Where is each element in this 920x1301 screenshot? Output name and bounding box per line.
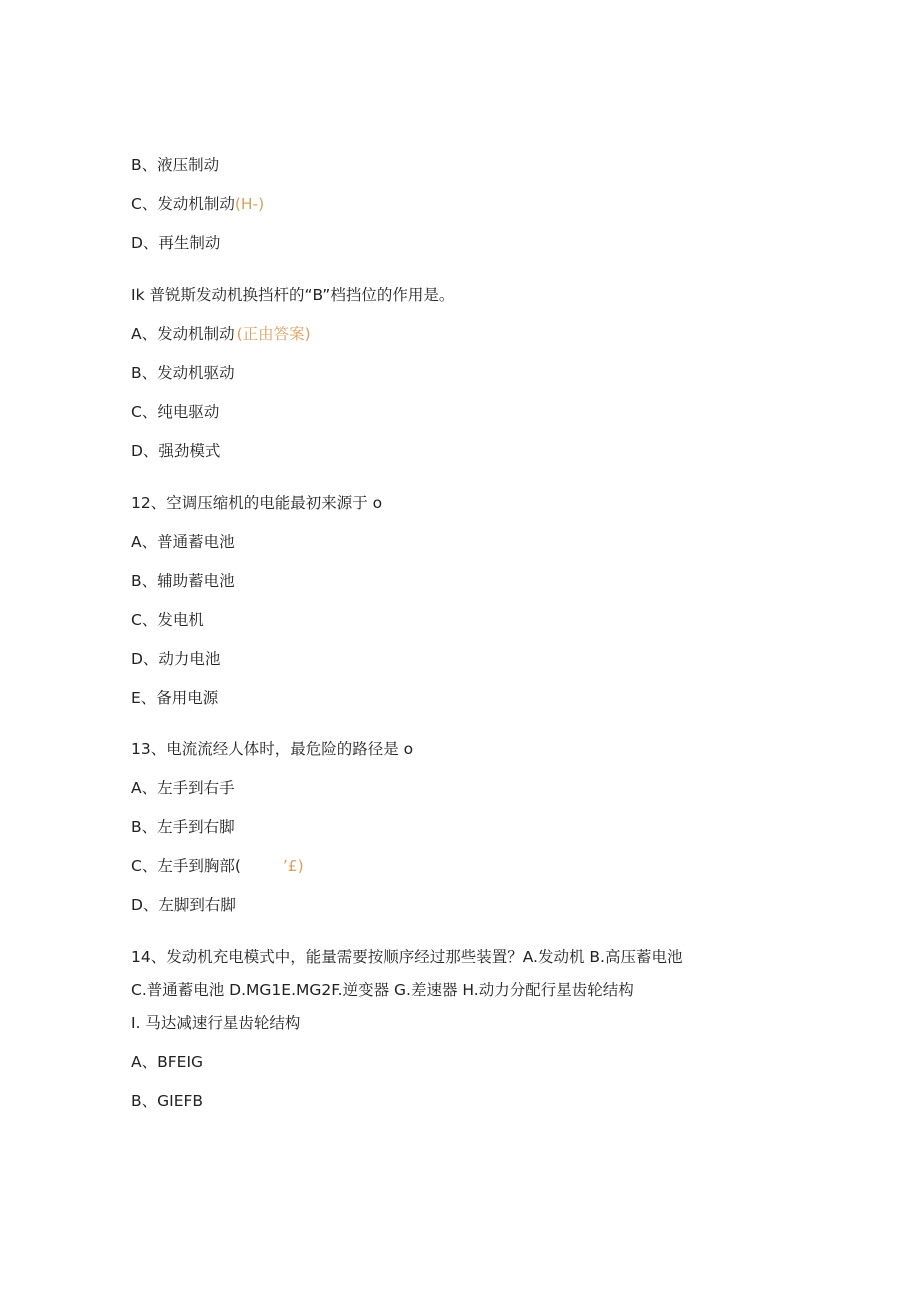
question-14-line-3: I. 马达减速行星齿轮结构 xyxy=(131,1014,301,1032)
option-c: C、发电机 xyxy=(131,611,204,629)
option-d: D、动力电池 xyxy=(131,650,221,668)
option-a: A、左手到右手 xyxy=(131,779,235,797)
option-d-regen-brake: D、再生制动 xyxy=(131,234,221,252)
option-a: A、BFEIG xyxy=(131,1053,204,1071)
answer-mark: (H-) xyxy=(234,195,265,213)
option-a: A、普通蓄电池 xyxy=(131,533,235,551)
question-14-line-1: 14、发动机充电模式中，能量需要按顺序经过那些装置？A.发动机 B.高压蓄电池 xyxy=(131,948,683,966)
answer-mark: ’£) xyxy=(282,857,304,875)
option-b: B、辅助蓄电池 xyxy=(131,572,235,590)
option-c: C、左手到胸部( ’£) xyxy=(131,857,304,875)
question-14-line-2: C.普通蓄电池 D.MG1E.MG2F.逆变器 G.差速器 H.动力分配行星齿轮结构 xyxy=(131,981,634,999)
option-c-engine-brake: C、发动机制动(H-) xyxy=(131,195,265,213)
question-11: Ik 普锐斯发动机换挡杆的“B”档挡位的作用是。 xyxy=(131,286,455,304)
option-b-hydraulic-brake: B、液压制动 xyxy=(131,156,220,174)
option-b: B、GIEFB xyxy=(131,1092,204,1110)
answer-mark: (正由答案) xyxy=(236,325,311,343)
question-12: 12、空调压缩机的电能最初来源于 o xyxy=(131,494,383,512)
option-b: B、左手到右脚 xyxy=(131,818,235,836)
question-13: 13、电流流经人体时，最危险的路径是 o xyxy=(131,740,414,758)
option-c: C、纯电驱动 xyxy=(131,403,220,421)
option-a: A、发动机制动 (正由答案) xyxy=(131,325,311,343)
option-b: B、发动机驱动 xyxy=(131,364,235,382)
option-e: E、备用电源 xyxy=(131,689,219,707)
option-d: D、左脚到右脚 xyxy=(131,896,236,914)
option-d: D、强劲模式 xyxy=(131,442,221,460)
